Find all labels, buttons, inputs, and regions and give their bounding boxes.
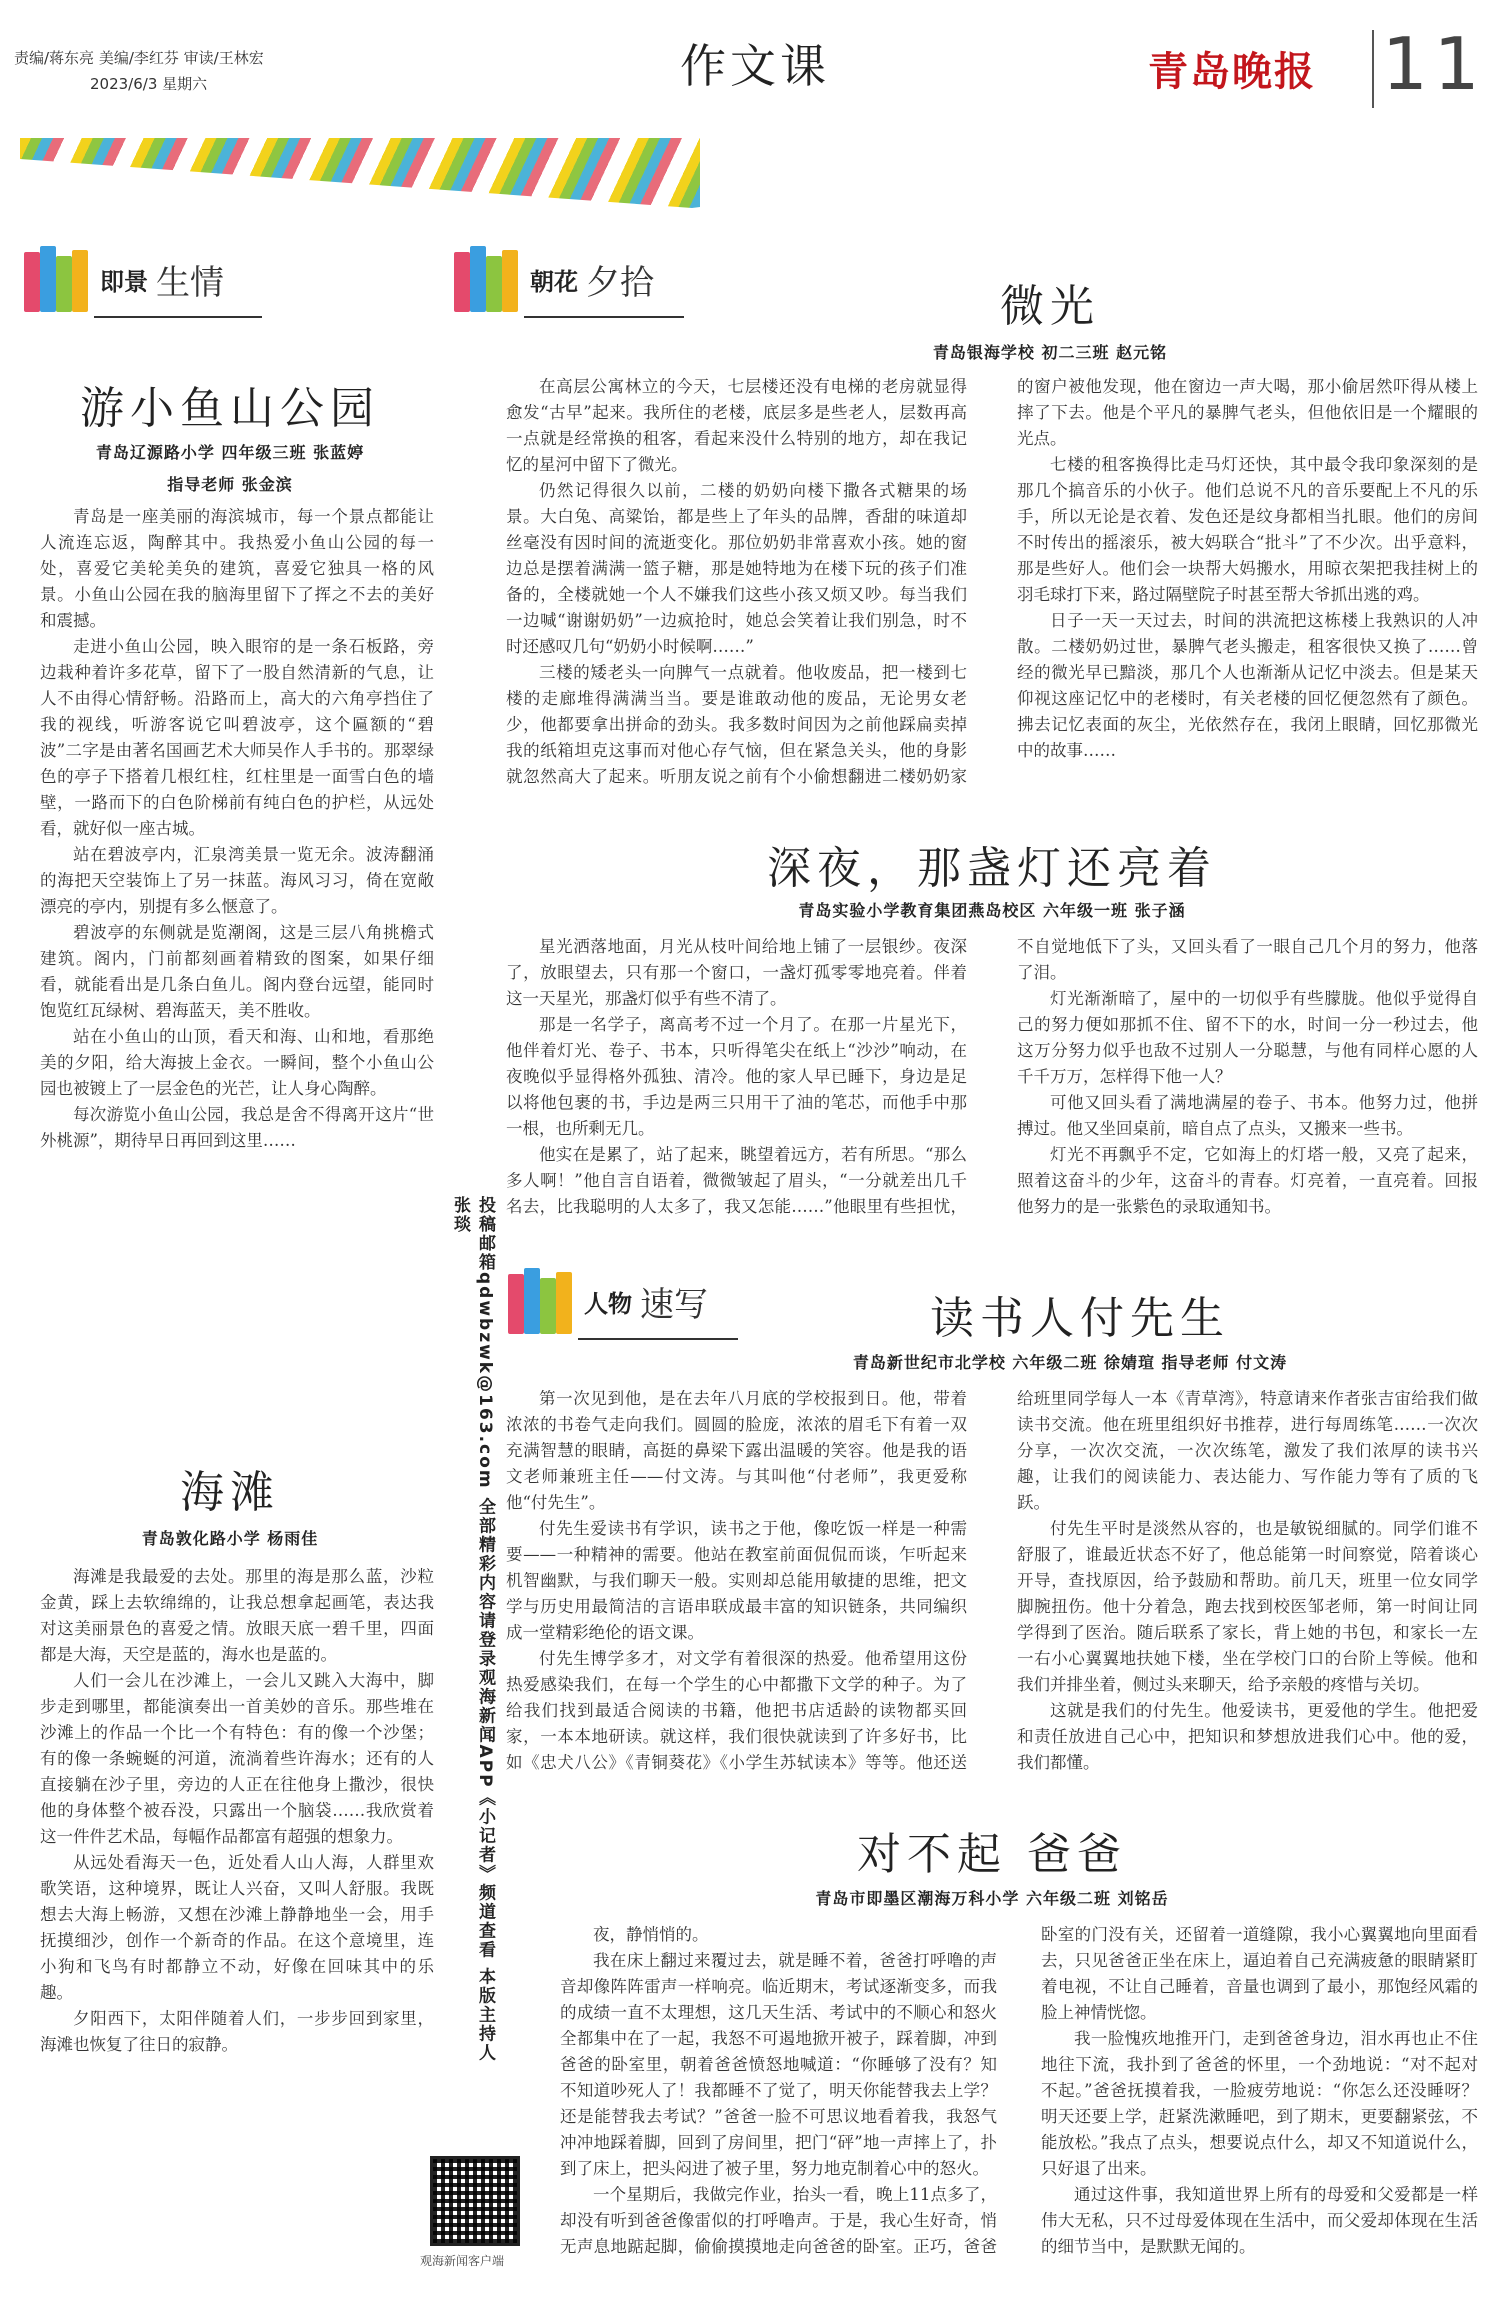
teacher-byline: 青岛新世纪市北学校 六年级二班 徐婧瑄 指导老师 付文涛 — [852, 1353, 1288, 1372]
date-line: 2023/6/3 星期六 — [90, 75, 208, 93]
lamp-title: 深夜，那盏灯还亮着 — [767, 843, 1217, 894]
lamp-paragraph: 星光洒落地面，月光从枝叶间给地上铺了一层银纱。夜深了，放眼望去，只有那一个窗口，一盏灯孤零零地亮着。伴着这一天星光，那盏灯似乎有些不清了。 — [506, 937, 967, 1008]
glimmer-paragraph: 七楼的租客换得比走马灯还快，其中最令我印象深刻的是那几个搞音乐的小伙子。他们总说不凡的音乐要配上不凡的乐手，所以无论是衣着、发色还是纹身都相当扎眼。他们的房间不时传出的摇滚乐，被大妈联合“批斗”了不少次。出乎意料，那是些好人。他们会一块帮大妈搬水，用晾衣架把我挂树上的羽毛球打下来，路过隔壁院子时甚至帮大爷抓出逃的鸡。 — [1017, 455, 1478, 604]
editors-line: 责编/蒋东亮 美编/李红芬 审读/王林宏 — [14, 49, 264, 67]
glimmer-body — [506, 374, 1478, 818]
label-zhaohua — [452, 246, 654, 312]
sorry-paragraph: 夜，静悄悄的。 — [593, 1925, 709, 1944]
beach-paragraph: 夕阳西下，太阳伴随着人们，一步步回到家里，海滩也恢复了往日的寂静。 — [40, 2009, 434, 2054]
label-underline — [578, 1338, 738, 1340]
submission-info: 投稿邮箱qdwbzwk@163.com 全部精彩内容请登录观海新闻APP《小记者》频道查看 本版主持人 张琰 — [450, 1196, 495, 2063]
label-underline — [524, 316, 684, 318]
park-title: 游小鱼山公园 — [80, 383, 380, 434]
sorry-title: 对不起 爸爸 — [857, 1829, 1127, 1880]
label-underline — [94, 316, 262, 318]
glimmer-paragraph: 在高层公寓林立的今天，七层楼还没有电梯的老房就显得愈发“古早”起来。我所住的老楼，底层多是些老人，层数再高一点就是经常换的租客，看起来没什么特别的地方，却在我记忆的星河中留下了微光。 — [506, 377, 967, 474]
lamp-paragraph: 灯光不再飘乎不定，它如海上的灯塔一般，又亮了起来，照着这奋斗的少年，这奋斗的青春。灯亮着，一直亮着。回报他努力的是一张紫色的录取通知书。 — [1017, 1145, 1478, 1216]
park-paragraph: 走进小鱼山公园，映入眼帘的是一条石板路，旁边栽种着许多花草，留下了一股自然清新的气息，让人不由得心情舒畅。沿路而上，高大的六角亭挡住了我的视线，听游客说它叫碧波亭，这个匾额的“碧波”二字是由著名国画艺术大师吴作人手书的。那翠绿色的亭子下搭着几根红柱，红柱里是一面雪白色的墙壁，一路而下的白色阶梯前有纯白色的护栏，从远处看，就好似一座古城。 — [40, 637, 434, 838]
park-teacher: 指导老师 张金滨 — [167, 475, 293, 494]
books-icon — [506, 1268, 576, 1334]
lamp-paragraph: 他实在是累了，站了起来，眺望着远方，若有所思。“那么多人啊！”他自言自语着，微微皱起了眉头，“一分就差出几千名去，比我聪明的人太多了，我又怎能……”他眼里有些担忧，不自觉地低下了头，又回头看了一眼自己几个月的努力，他落了泪。 — [506, 937, 1478, 1216]
beach-paragraph: 从远处看海天一色，近处看人山人海，人群里欢歌笑语，这种境界，既让人兴奋，又叫人舒服。我既想去大海上畅游，又想在沙滩上静静地坐一会，用手抚摸细沙，创作一个新奇的作品。在这个意境里，连小狗和飞鸟有时都静立不动，好像在回味其中的乐趣。 — [40, 1853, 434, 2002]
sorry-body — [560, 1922, 1478, 2290]
banner-stripe-fill — [20, 138, 700, 208]
teacher-paragraph: 第一次见到他，是在去年八月底的学校报到日。他，带着浓浓的书卷气走向我们。圆圆的脸庞，浓浓的眉毛下有着一双充满智慧的眼睛，高挺的鼻梁下露出温暖的笑容。他是我的语文老师兼班主任——付文涛。与其叫他“付老师”，我更爱称他“付先生”。 — [506, 1389, 967, 1512]
beach-title: 海滩 — [180, 1467, 280, 1518]
glimmer-paragraph: 仍然记得很久以前，二楼的奶奶向楼下撒各式糖果的场景。大白兔、高粱饴，都是些上了年头的品牌，香甜的味道却丝毫没有因时间的流逝变化。那位奶奶非常喜欢小孩。她的窗边总是摆着满满一篮子糖，那是她特地为在楼下玩的孩子们准备的，全楼就她一个人不嫌我们这些小孩又烦又吵。每当我们一边喊“谢谢奶奶”一边疯抢时，她总会笑着让我们别急，时不时还感叹几句“奶奶小时候啊……” — [506, 481, 967, 656]
banner-wrap — [20, 138, 700, 208]
glimmer-paragraph: 日子一天一天过去，时间的洪流把这栋楼上我熟识的人冲散。二楼奶奶过世，暴脾气老头搬走，租客很快又换了……曾经的微光早已黯淡，那几个人也渐渐从记忆中淡去。但是某天仰视这座记忆中的老楼时，有关老楼的回忆便忽然有了颜色。拂去记忆表面的灰尘，光依然存在，我闭上眼睛，回忆那微光中的故事…… — [1017, 611, 1478, 760]
beach-paragraph: 人们一会儿在沙滩上，一会儿又跳入大海中，脚步走到哪里，都能演奏出一首美妙的音乐。那些堆在沙滩上的作品一个比一个有特色：有的像一个沙堡；有的像一条蜿蜒的河道，流淌着些许海水；还有的人直接躺在沙子里，旁边的人正在往他身上撒沙，很快他的身体整个被吞没，只露出一个脑袋……我欣赏着这一件件艺术品，每幅作品都富有超强的想象力。 — [40, 1671, 434, 1846]
beach-byline: 青岛敦化路小学 杨雨佳 — [141, 1529, 319, 1548]
teacher-title: 读书人付先生 — [930, 1293, 1230, 1344]
label-main-text: 朝花 — [530, 267, 578, 296]
books-icon — [22, 246, 92, 312]
label-main-text: 即景 — [100, 267, 148, 296]
lamp-byline: 青岛实验小学教育集团燕岛校区 六年级一班 张子涵 — [798, 901, 1186, 920]
lamp-paragraph: 那是一名学子，离高考不过一个月了。在那一片星光下，他伴着灯光、卷子、书本，只听得笔尖在纸上“沙沙”响动，在夜晚似乎显得格外孤独、清冷。他的家人早已睡下，身边是足以将他包裹的书，手边是两三只用干了油的笔芯，而他手中那一根，也所剩无几。 — [506, 1015, 967, 1138]
label-sub-text: 速写 — [640, 1284, 708, 1325]
page-number: 11 — [1382, 22, 1486, 106]
glimmer-paragraph: 三楼的矮老头一向脾气一点就着。他收废品，把一楼到七楼的走廊堆得满满当当。要是谁敢动他的废品，无论男女老少，他都要拿出拼命的劲头。我多数时间因为之前他踩扁卖掉我的纸箱坦克这事而对他心存气恼，但在紧急关头，他的身影就忽然高大了起来。听朋友说之前有个小偷想翻进二楼奶奶家的窗户被他发现，他在窗边一声大喝，那小偷居然吓得从楼上摔了下去。他是个平凡的暴脾气老头，但他依旧是一个耀眼的光点。 — [506, 377, 1478, 786]
newspaper-brand: 青岛晚报 — [1148, 48, 1316, 95]
park-paragraph: 每次游览小鱼山公园，我总是舍不得离开这片“世外桃源”，期待早日再回到这里…… — [40, 1105, 434, 1150]
label-renwu — [506, 1268, 708, 1334]
lamp-paragraph: 灯光渐渐暗了，屋中的一切似乎有些朦胧。他似乎觉得自己的努力便如那抓不住、留不下的水，时间一分一秒过去，他这万分努力似乎也敌不过别人一分聪慧，与他有同样心愿的人千千万万，怎样得下他一人？ — [1017, 989, 1478, 1086]
park-paragraph: 青岛是一座美丽的海滨城市，每一个景点都能让人流连忘返，陶醉其中。我热爱小鱼山公园的每一处，喜爱它美轮美奂的建筑，喜爱它独具一格的风景。小鱼山公园在我的脑海里留下了挥之不去的美好和震撼。 — [40, 507, 434, 630]
sorry-paragraph: 我在床上翻过来覆过去，就是睡不着，爸爸打呼噜的声音却像阵阵雷声一样响亮。临近期末，考试逐渐变多，而我的成绩一直不太理想，这几天生活、考试中的不顺心和怒火全都集中在了一起，我怒不可遏地掀开被子，踩着脚，冲到爸爸的卧室里，朝着爸爸愤怒地喊道：“你睡够了没有？知不知道吵死人了！我都睡不了觉了，明天你能替我去上学？还是能替我去考试？”爸爸一脸不可思议地看着我，我怒气冲冲地踩着脚，回到了房间里，把门“砰”地一声摔上了，扑到了床上，把头闷进了被子里，努力地克制着心中的怒火。 — [560, 1951, 997, 2178]
sorry-paragraph: 通过这件事，我知道世界上所有的母爱和父爱都是一样伟大无私，只不过母爱体现在生活中，而父爱却体现在生活的细节当中，是默默无闻的。 — [1041, 2185, 1478, 2256]
teacher-paragraph: 这就是我们的付先生。他爱读书，更爱他的学生。他把爱和责任放进自己心中，把知识和梦想放进我们心中。他的爱，我们都懂。 — [1017, 1701, 1478, 1772]
lamp-paragraph: 可他又回头看了满地满屋的卷子、书本。他努力过，他拼搏过。他又坐回桌前，暗自点了点头，又搬来一些书。 — [1017, 1093, 1478, 1138]
teacher-paragraph: 付先生平时是淡然从容的，也是敏锐细腻的。同学们谁不舒服了，谁最近状态不好了，他总能第一时间察觉，陪着谈心开导，查找原因，给予鼓励和帮助。前几天，班里一位女同学脚腕扭伤。他十分着急，跑去找到校医邹老师，第一时间让同学得到了医治。随后联系了家长，背上她的书包，和家长一左一右小心翼翼地扶她下楼，坐在学校门口的台阶上等候。他和我们并排坐着，侧过头来聊天，给予亲般的疼惜与关切。 — [1017, 1519, 1478, 1694]
qr-code[interactable] — [430, 2156, 520, 2246]
teacher-paragraph: 付先生博学多才，对文学有着很深的热爱。他希望用这份热爱感染我们，在每一个学生的心中都撒下文学的种子。为了给我们找到最适合阅读的书籍，他把书店适龄的读物都买回家，一本本地研读。就这样，我们很快就读到了许多好书，比如《忠犬八公》《青铜葵花》《小学生苏轼读本》等等。他还送给班里同学每人一本《青草湾》，特意请来作者张吉宙给我们做读书交流。他在班里组织好书推荐，进行每周练笔……一次次分享，一次次交流，一次次练笔，激发了我们浓厚的读书兴趣，让我们的阅读能力、表达能力、写作能力等有了质的飞跃。 — [506, 1389, 1478, 1772]
teacher-body — [506, 1386, 1478, 1802]
glimmer-byline: 青岛银海学校 初二三班 赵元铭 — [932, 343, 1168, 362]
label-sub-text: 夕拾 — [586, 262, 654, 303]
beach-body — [40, 1564, 434, 2290]
glimmer-title: 微光 — [1000, 281, 1100, 332]
sorry-byline: 青岛市即墨区潮海万科小学 六年级二班 刘铭岳 — [815, 1889, 1169, 1908]
label-main-text: 人物 — [584, 1289, 632, 1318]
beach-paragraph: 海滩是我最爱的去处。那里的海是那么蓝，沙粒金黄，踩上去软绵绵的，让我总想拿起画笔，表达我对这美丽景色的喜爱之情。放眼天底一碧千里，四面都是大海，天空是蓝的，海水也是蓝的。 — [40, 1567, 434, 1664]
label-jijing — [22, 246, 224, 312]
park-body — [40, 504, 434, 1430]
sorry-paragraph: 我一脸愧疚地推开门，走到爸爸身边，泪水再也止不住地往下流，我扑到了爸爸的怀里，一个劲地说：“对不起对不起。”爸爸抚摸着我，一脸疲劳地说：“你怎么还没睡呀？明天还要上学，赶紧洗漱睡吧，到了期末，更要翻紧弦，不能放松。”我点了点头，想要说点什么，却又不知道说什么，只好退了出来。 — [1041, 2029, 1478, 2178]
books-icon — [452, 246, 522, 312]
section-title: 作文课 — [680, 39, 830, 93]
park-paragraph: 站在碧波亭内，汇泉湾美景一览无余。波涛翻涌的海把天空装饰上了另一抹蓝。海风习习，倚在宽敞漂亮的亭内，别提有多么惬意了。 — [40, 845, 434, 916]
sorry-paragraph: 一个星期后，我做完作业，抬头一看，晚上11点多了，却没有听到爸爸像雷似的打呼噜声。于是，我心生好奇，悄无声息地踮起脚，偷偷摸摸地走向爸爸的卧室。正巧，爸爸卧室的门没有关，还留着一道缝隙，我小心翼翼地向里面看去，只见爸爸正坐在床上，逼迫着自己充满疲惫的眼睛紧盯着电视，不让自己睡着，音量也调到了最小，那饱经风霜的脸上神情恍惚。 — [560, 1925, 1478, 2256]
teacher-paragraph: 付先生爱读书有学识，读书之于他，像吃饭一样是一种需要——一种精神的需要。他站在教室前面侃侃而谈，乍听起来机智幽默，与我们聊天一般。实则却总能用敏捷的思维，把文学与历史用最简洁的言语串联成最丰富的知识链条，共同编织成一堂精彩绝伦的语文课。 — [506, 1519, 967, 1642]
park-paragraph: 碧波亭的东侧就是览潮阁，这是三层八角挑檐式建筑。阁内，门前都刻画着精致的图案，如果仔细看，就能看出是几条白鱼儿。阁内登台远望，能同时饱览红瓦绿树、碧海蓝天，美不胜收。 — [40, 923, 434, 1020]
park-paragraph: 站在小鱼山的山顶，看天和海、山和地，看那绝美的夕阳，给大海披上金衣。一瞬间，整个小鱼山公园也被镀上了一层金色的光芒，让人身心陶醉。 — [40, 1027, 434, 1098]
lamp-body — [506, 934, 1478, 1236]
park-byline: 青岛辽源路小学 四年级三班 张蓝婷 — [95, 443, 365, 462]
label-sub-text: 生情 — [156, 262, 224, 303]
qr-caption: 观海新闻客户端 — [420, 2254, 505, 2268]
header-separator — [1372, 30, 1374, 108]
